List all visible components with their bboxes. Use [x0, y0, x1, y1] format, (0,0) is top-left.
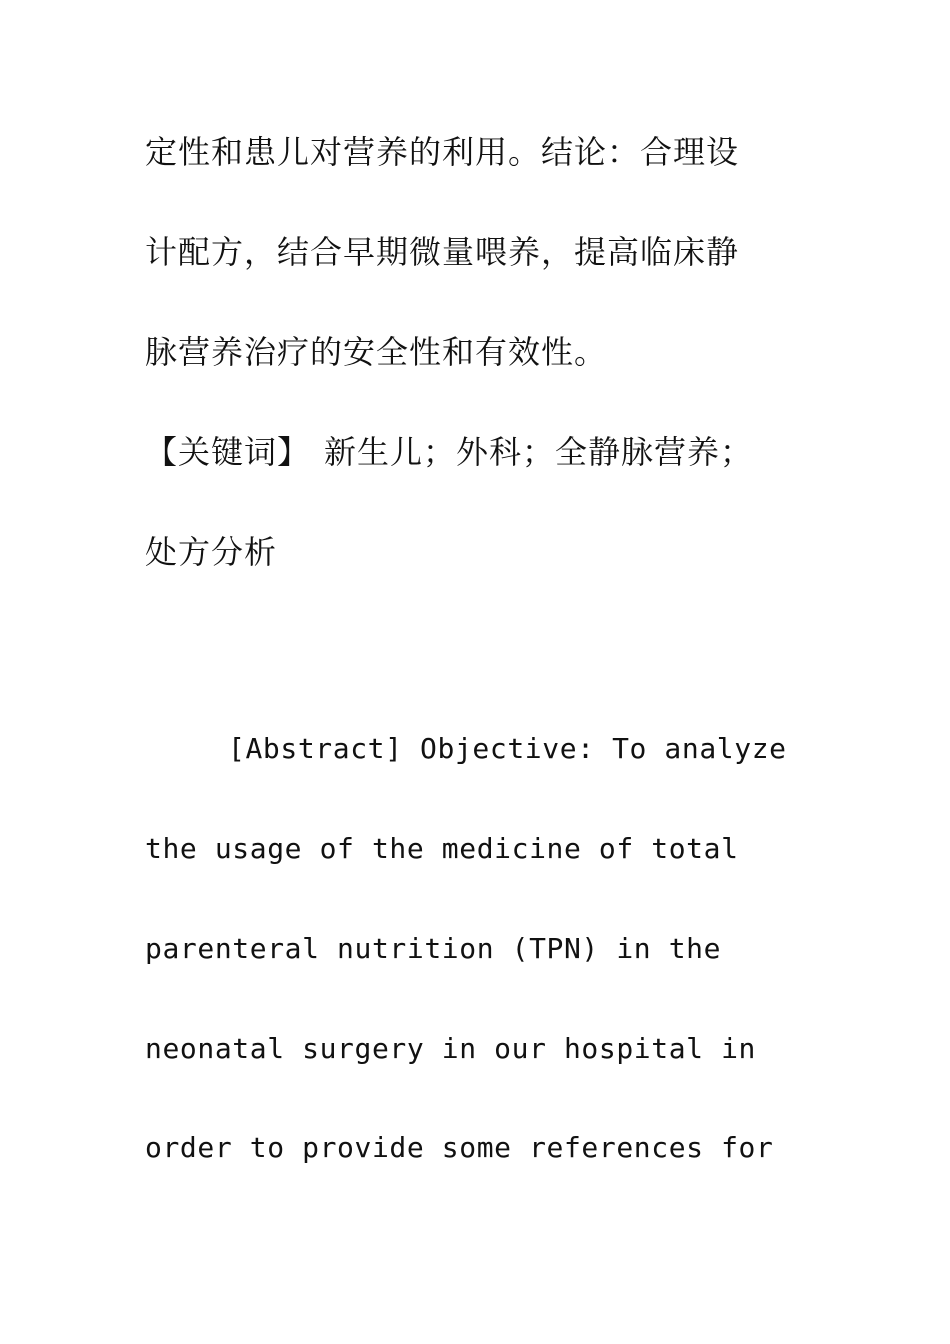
en-abstract-line: parenteral nutrition (TPN) in the [145, 932, 722, 965]
en-abstract-line: neonatal surgery in our hospital in [145, 1032, 757, 1065]
keywords-terms: 新生儿；外科；全静脉营养； [324, 433, 754, 471]
en-abstract-line: order to provide some references for [145, 1131, 774, 1164]
keywords-label: 【关键词】 [145, 433, 311, 471]
en-abstract-line: the usage of the medicine of total [145, 832, 739, 865]
keywords-line [145, 433, 754, 471]
keywords-terms-continued: 处方分析 [145, 533, 278, 571]
cn-abstract-line: 定性和患儿对营养的利用。结论：合理设 [145, 133, 740, 171]
en-abstract-line: [Abstract] Objective: To analyze [228, 732, 787, 765]
cn-abstract-line: 计配方，结合早期微量喂养，提高临床静 [145, 233, 740, 271]
cn-abstract-line: 脉营养治疗的安全性和有效性。 [145, 333, 608, 371]
